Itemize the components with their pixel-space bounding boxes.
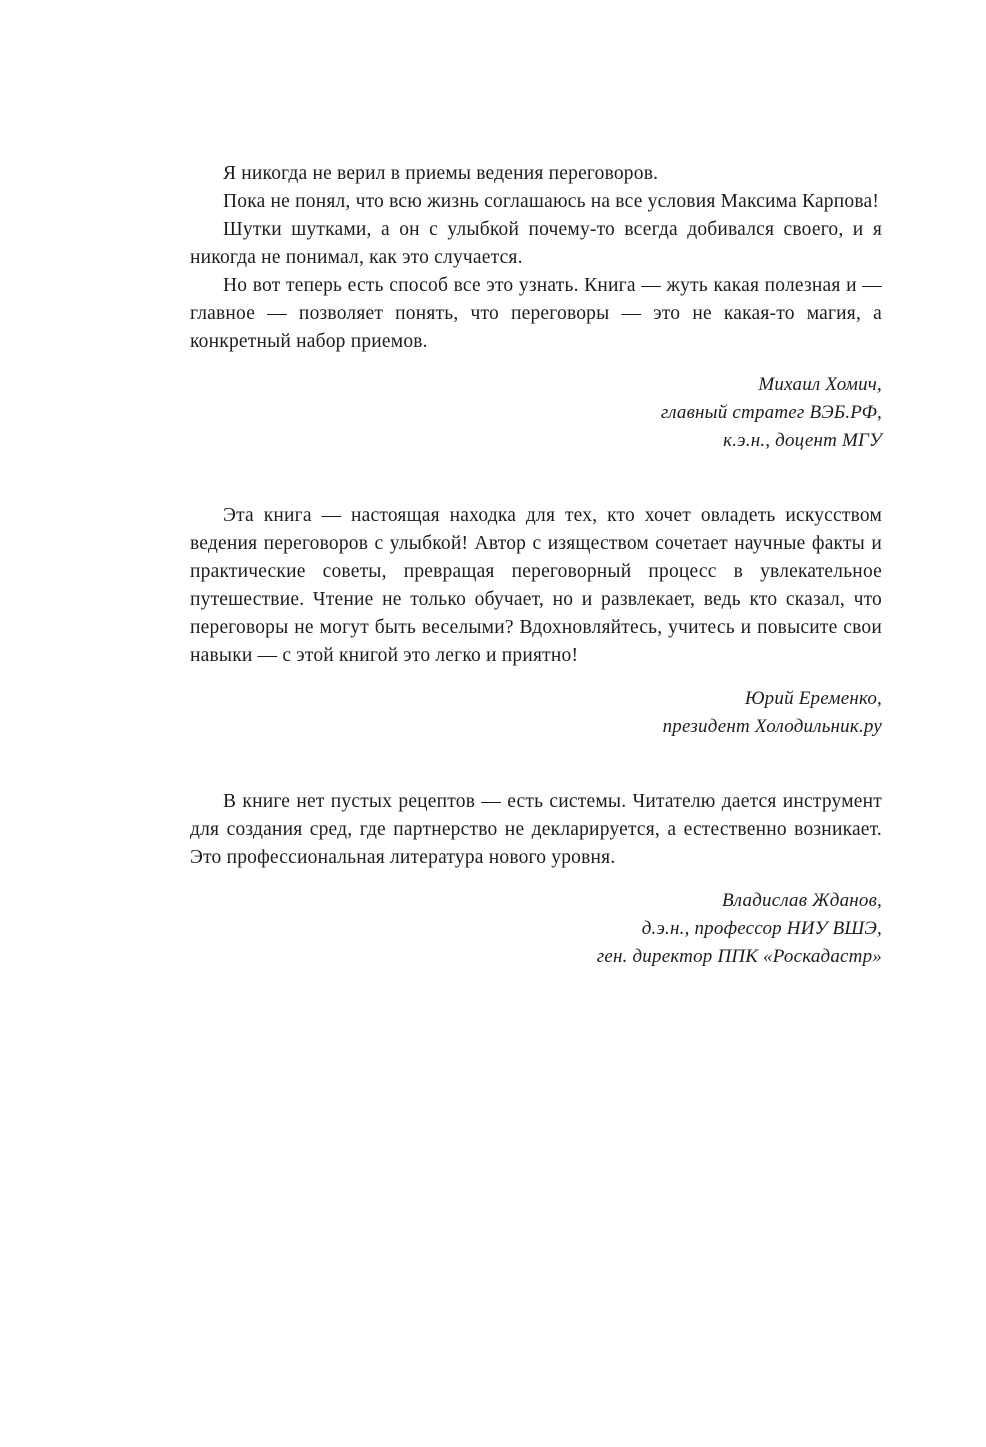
attribution-title: к.э.н., доцент МГУ (723, 430, 882, 451)
attribution-author: Михаил Хомич, (758, 374, 882, 395)
text-block (190, 160, 882, 971)
paragraph: Пока не понял, что всю жизнь соглашаюсь на все условия Максима Карпова! (223, 191, 880, 212)
attribution-title: д.э.н., профессор НИУ ВШЭ, (641, 918, 882, 939)
attribution-title: президент Холодильник.ру (662, 716, 882, 737)
attribution-author: Владислав Жданов, (721, 890, 882, 911)
attribution (190, 887, 882, 971)
attribution (190, 371, 882, 455)
review-block-3 (190, 788, 882, 971)
paragraph: Эта книга — настоящая находка для тех, кто хочет овладеть искусством ведения переговоров с улыбкой! Автор с изяществом сочетает научные факты и практические советы, превращая переговорный процесс в увлекательное путешествие. Чтение не только обучает, но и развлекает, ведь кто сказал, что переговоры не могут быть веселыми? Вдохновляйтесь, учитесь и повысите свои навыки — с этой книгой это легко и приятно! (190, 505, 882, 666)
attribution-title: главный стратег ВЭБ.РФ, (660, 402, 882, 423)
review-block-2 (190, 502, 882, 741)
attribution (190, 685, 882, 741)
review-block-1 (190, 160, 882, 455)
paragraph: Шутки шутками, а он с улыбкой почему-то всегда добивался своего, и я никогда не понимал, как это случается. (190, 219, 882, 268)
paragraph: Но вот теперь есть способ все это узнать. Книга — жуть какая полезная и — главное — позволяет понять, что переговоры — это не какая-то магия, а конкретный набор приемов. (190, 275, 882, 352)
paragraph: В книге нет пустых рецептов — есть системы. Читателю дается инструмент для создания сред, где партнерство не декларируется, а естественно возникает. Это профессиональная литература нового уровня. (190, 791, 882, 868)
paragraph: Я никогда не верил в приемы ведения переговоров. (223, 163, 659, 184)
attribution-title: ген. директор ППК «Роскадастр» (596, 946, 882, 967)
attribution-author: Юрий Еременко, (744, 688, 882, 709)
